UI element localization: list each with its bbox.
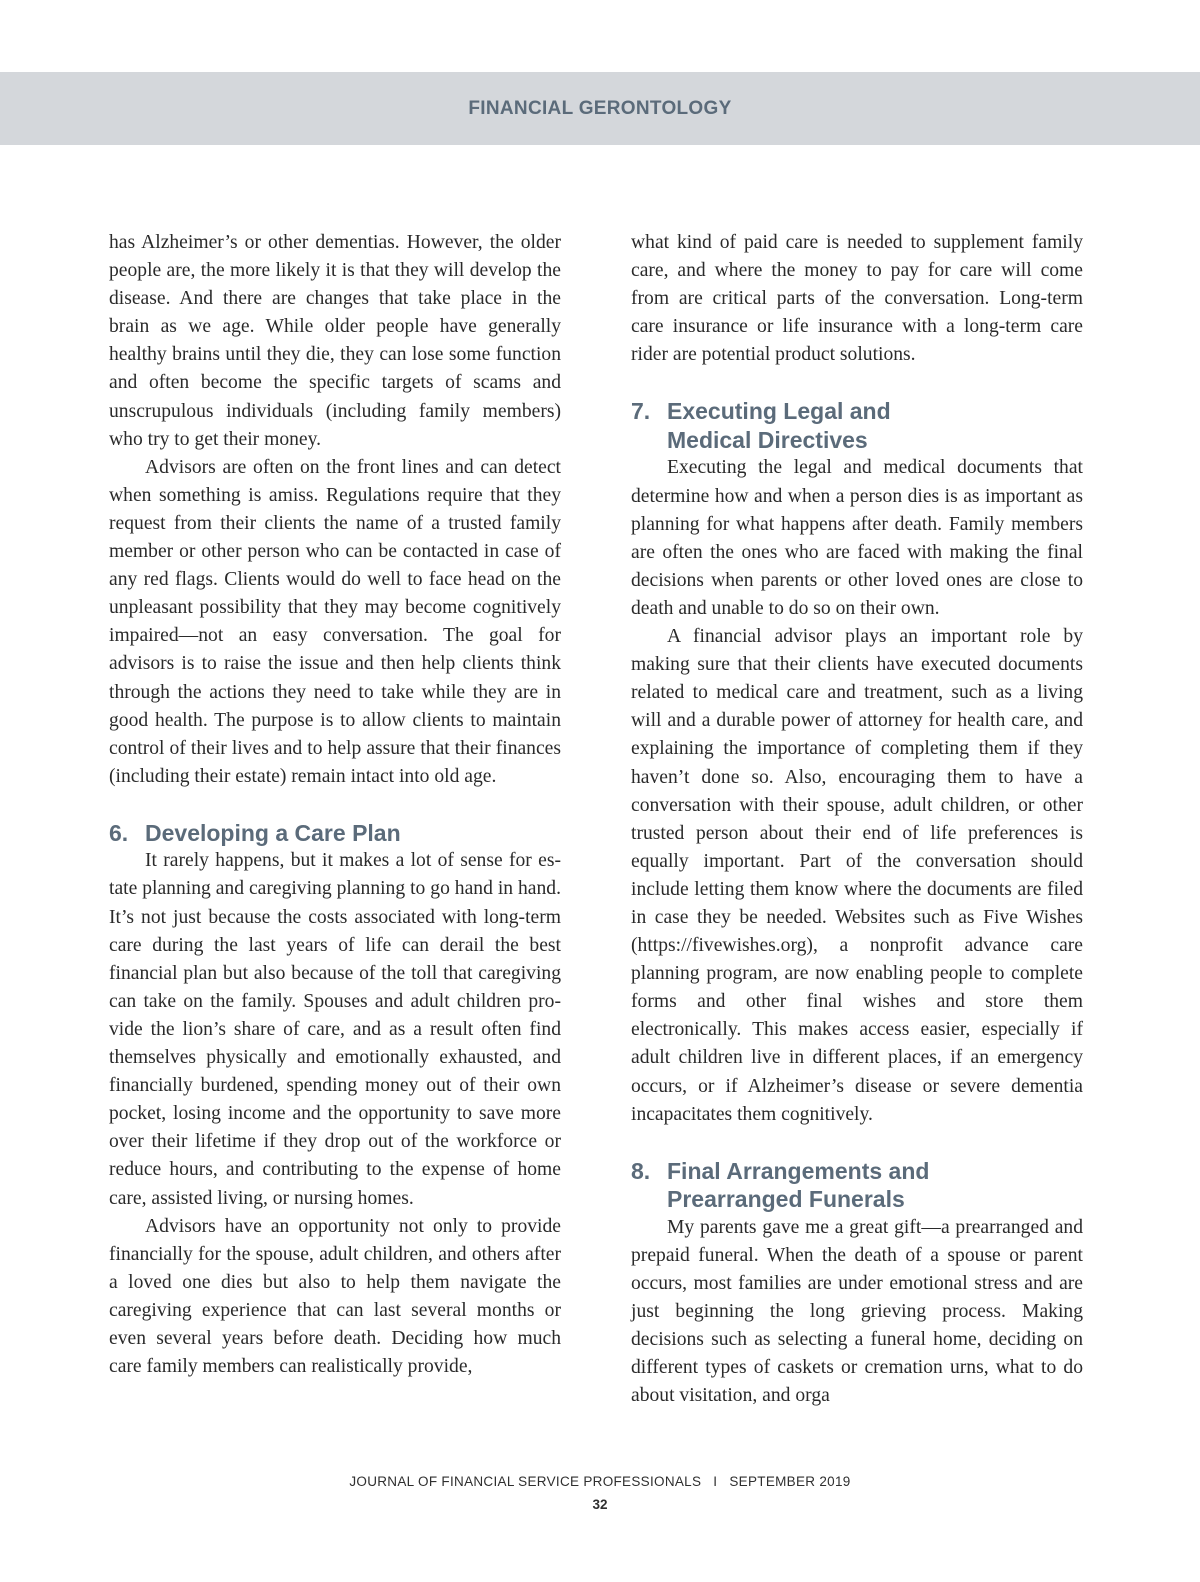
left-column — [109, 229, 561, 1381]
issue-date: SEPTEMBER 2019 — [729, 1474, 851, 1489]
page-number: 32 — [592, 1497, 608, 1512]
running-header-band — [0, 72, 1200, 145]
section-number: 6. — [109, 819, 129, 846]
page-footer — [0, 1474, 1200, 1512]
right-column — [631, 229, 1083, 1410]
section-title-line: Final Arrangements and — [667, 1157, 930, 1184]
paragraph: It rarely happens, but it makes a lot of sense for estate planning and caregiving planning to go hand in hand. It’s not just because the costs associated with long-term care during the last years of life can derail the best financial plan but also because of the toll that caregiving can take on the family. Spouses and adult children provide the lion’s share of care, and as a result often find themselves physically and emotionally exhausted, and financially burdened, spending money out of their own pocket, losing income and the opportunity to save more over their lifetime if they drop out of the workforce or reduce hours, and contributing to the expense of home care, assisted living, or nursing homes. — [109, 850, 561, 1209]
section-title-line: Prearranged Funerals — [667, 1186, 905, 1213]
paragraph: has Alzheimer’s or other dementias. However, the older people are, the more likely it is that they will develop the disease. And there are changes that take place in the brain as we age. While older people have generally healthy brains until they die, they can lose some function and often become the specific targets of scams and unscrupulous individuals (including family members) who try to get their money. — [109, 232, 561, 450]
section-title-line: Executing Legal and — [667, 398, 891, 425]
paragraph: Executing the legal and medical documents that determine how and when a person dies is as important as planning for what happens after death. Family members are often the ones who are faced with making the final decisions when parents or other loved ones are close to death and unable to do so on their own. — [631, 457, 1083, 619]
section-number: 7. — [631, 398, 651, 425]
running-header-title: FINANCIAL GERONTOLOGY — [468, 97, 732, 119]
paragraph: Advisors are often on the front lines and can detect when something is amiss. Regulations require that they request from their clients the name of a trusted family member or other person who can be contacted in case of any red flags. Clients would do well to face head on the unpleasant possibility that they may become cognitively impaired—not an easy conversation. The goal for advisors is to raise the issue and then help clients think through the actions they need to take while they are in good health. The purpose is to allow clients to maintain control of their lives and to help assure that their finances (including their estate) remain intact into old age. — [109, 456, 561, 787]
section-number: 8. — [631, 1157, 651, 1184]
footer-line — [0, 1474, 1200, 1489]
footer-separator: I — [713, 1474, 718, 1489]
section-heading-7 — [631, 397, 1083, 454]
section-heading-6 — [109, 819, 561, 848]
paragraph: Advisors have an opportunity not only to provide financially for the spouse, adult children, and others after a loved one dies but also to help them navigate the caregiving experience that can last several months or even several years before death. Deciding how much care family members can realistically provide, — [109, 1215, 561, 1378]
section-heading-8 — [631, 1157, 1083, 1214]
paragraph: A financial advisor plays an important role by making sure that their clients have executed documents related to medical care and treatment, such as a living will and a durable power of attorney for health care, and explaining the importance of completing them if they haven’t done so. Also, encouraging them to have a conversation with their spouse, adult children, or other trusted person about their end of life preferences is equally important. Part of the conversation should include letting them know where the documents are filed in case they be needed. Websites such as Five Wishes (https://fivewishes.org), a nonprofit advance care planning program, are now enabling people to complete forms and other final wishes and store them electronically. This makes access easier, especially if adult children live in different places, if an emergency occurs, or if Alzheimer’s disease or severe dementia incapacitates them cognitively. — [631, 626, 1083, 1125]
journal-name: JOURNAL OF FINANCIAL SERVICE PROFESSIONALS — [349, 1474, 702, 1489]
section-title — [667, 397, 1083, 454]
section-title-line: Medical Directives — [667, 426, 868, 453]
paragraph: what kind of paid care is needed to supplement family care, and where the money to pay for care will come from are critical parts of the conversation. Long-term care insurance or life insurance with a long-term care rider are potential product solutions. — [631, 232, 1083, 366]
section-title — [667, 1157, 1083, 1214]
section-title: Developing a Care Plan — [145, 819, 401, 846]
paragraph: My parents gave me a great gift—a prearranged and prepaid funeral. When the death of a spouse or parent occurs, most families are under emotional stress and are just beginning the long grieving process. Making decisions such as selecting a funeral home, deciding on different types of caskets or cremation urns, what to do about visitation, and orga — [631, 1216, 1083, 1407]
